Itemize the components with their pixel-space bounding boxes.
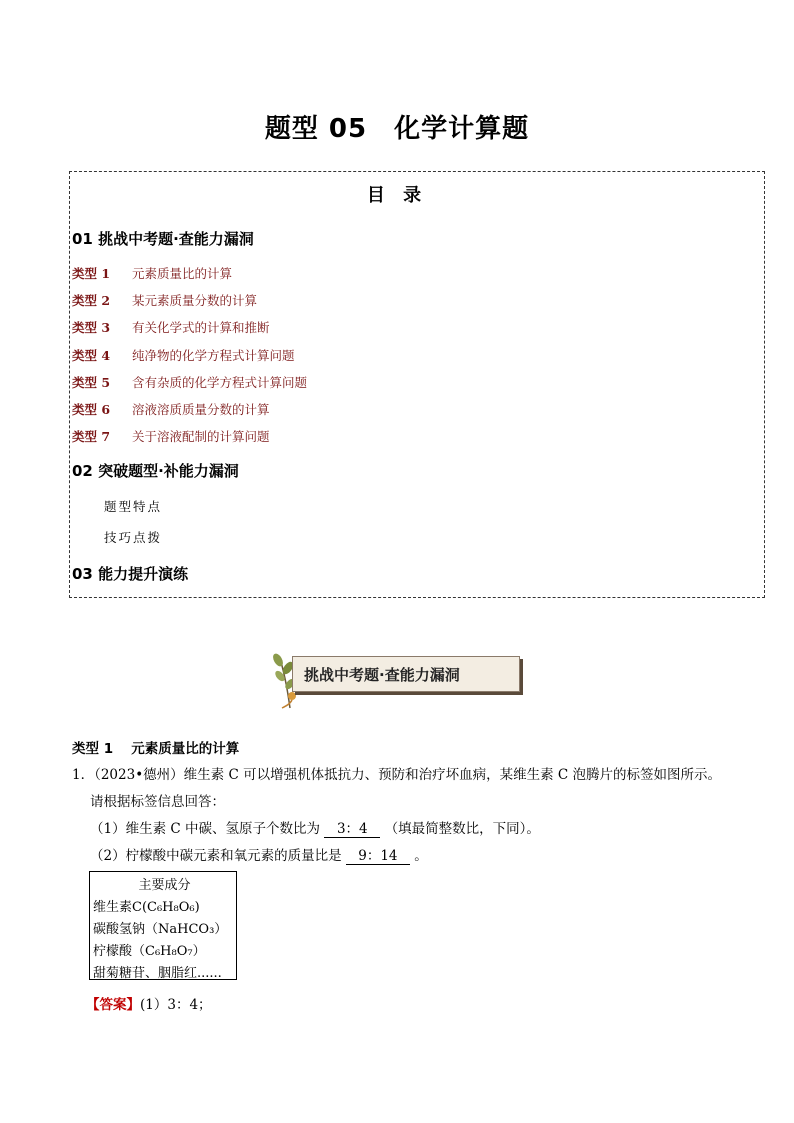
label-row: 柠檬酸（C₆H₈O₇） — [93, 944, 206, 959]
answer-line — [86, 993, 212, 1013]
toc-type-7[interactable] — [72, 427, 270, 445]
toc-type-label: 类型 4 — [72, 348, 111, 363]
toc-type-text: 纯净物的化学方程式计算问题 — [132, 348, 295, 363]
part-text: （填最简整数比，下同）。 — [384, 821, 540, 837]
label-heading: 主要成分 — [138, 878, 191, 893]
toc-type-text: 有关化学式的计算和推断 — [132, 320, 270, 335]
question-stem: 1．（2023•德州）维生素 C 可以增强机体抵抗力、预防和治疗坏血病，某维生素 C 泡腾片的标签如图所示。 — [72, 767, 721, 783]
type-heading: 类型 1 元素质量比的计算 — [72, 741, 240, 757]
page-title: 题型 05 化学计算题 — [264, 114, 530, 144]
toc-type-5[interactable] — [72, 373, 307, 391]
toc-type-1[interactable] — [72, 264, 232, 282]
toc-section-1[interactable]: 01 挑战中考题·查能力漏洞 — [72, 230, 254, 248]
answer-blank: 9：14 — [346, 844, 410, 865]
answer-blank: 3：4 — [324, 817, 380, 838]
toc-type-text: 含有杂质的化学方程式计算问题 — [132, 375, 308, 390]
toc-type-label: 类型 3 — [72, 320, 111, 335]
label-row: 甜菊糖苷、胭脂红...... — [93, 966, 222, 981]
toc-type-label: 类型 6 — [72, 402, 111, 417]
toc-sub-item[interactable]: 技巧点拨 — [104, 530, 163, 545]
question-part-2 — [90, 844, 428, 865]
toc-section-2[interactable]: 02 突破题型·补能力漏洞 — [72, 462, 239, 480]
section-banner — [268, 650, 524, 710]
toc-type-label: 类型 5 — [72, 375, 111, 390]
toc-type-label: 类型 7 — [72, 429, 111, 444]
toc-type-6[interactable] — [72, 400, 270, 418]
toc-type-text: 某元素质量分数的计算 — [132, 293, 258, 308]
label-row: 碳酸氢钠（NaHCO₃） — [93, 922, 228, 937]
toc-heading: 目 录 — [366, 185, 428, 206]
answer-tag: 【答案】 — [86, 997, 140, 1013]
part-text: （2）柠檬酸中碳元素和氧元素的质量比是 — [90, 848, 342, 864]
part-text: （1）维生素 C 中碳、氢原子个数比为 — [90, 821, 321, 837]
toc-type-3[interactable] — [72, 318, 270, 336]
question-part-1 — [90, 817, 540, 838]
toc-type-2[interactable] — [72, 291, 257, 309]
toc-type-text: 关于溶液配制的计算问题 — [132, 429, 270, 444]
toc-type-label: 类型 2 — [72, 293, 111, 308]
toc-type-label: 类型 1 — [72, 266, 111, 281]
toc-type-text: 溶液溶质质量分数的计算 — [132, 402, 270, 417]
answer-text: (1）3：4； — [140, 997, 212, 1013]
toc-type-4[interactable] — [72, 346, 295, 364]
toc-type-text: 元素质量比的计算 — [132, 266, 233, 281]
toc-sub-item[interactable]: 题型特点 — [104, 499, 163, 514]
label-row: 维生素C(C₆H₈O₆) — [93, 900, 200, 915]
part-text: 。 — [414, 848, 428, 864]
question-instruction: 请根据标签信息回答： — [90, 794, 225, 810]
toc-section-3[interactable]: 03 能力提升演练 — [72, 565, 189, 583]
product-label — [89, 871, 237, 980]
banner-text: 挑战中考题·查能力漏洞 — [304, 666, 460, 684]
